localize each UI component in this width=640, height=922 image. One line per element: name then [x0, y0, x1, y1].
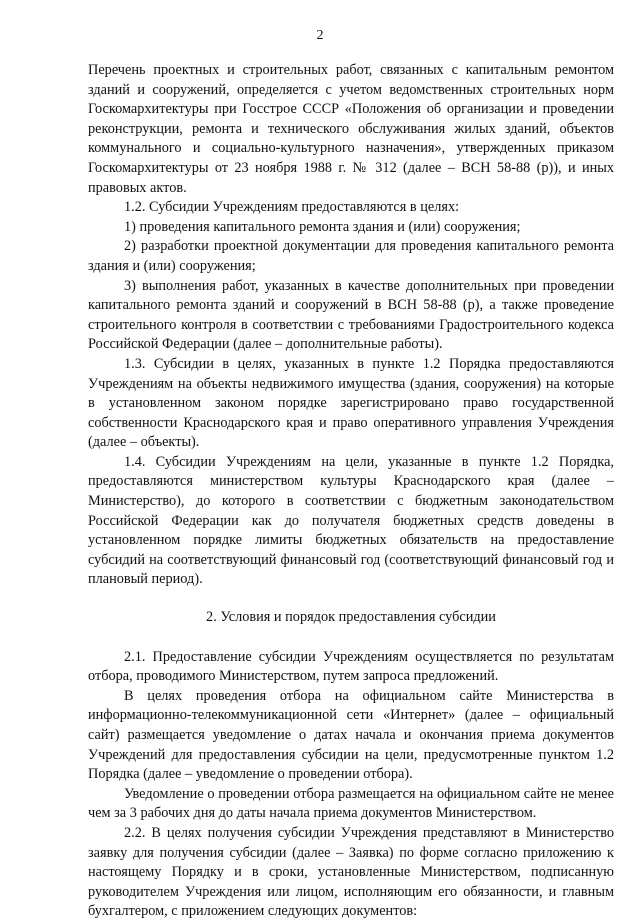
paragraph-2-1: 2.1. Предоставление субсидии Учреждениям осуществляется по результатам отбора, проводимого Министерством, путем запроса предложений.: [88, 648, 614, 685]
paragraph-capital-repair-list: Перечень проектных и строительных работ, связанных с капитальным ремонтом зданий и сооружений, определяется с учетом ведомственных строительных норм Госкомархитектуры при Госстрое СССР «Положения об организации и проведении реконструкции, ремонта и технического обслуживания жилых зданий, объектов коммунального и социально-культурного назначения», утвержденных приказом Госкомархитектуры от 23 ноября 1988 г. № 312 (далее – ВСН 58-88 (р)), и иных правовых актов.: [88, 62, 614, 196]
paragraph-notice-deadline: Уведомление о проведении отбора размещается на официальном сайте не менее чем за 3 рабочих дня до даты начала приема документов Министерством.: [88, 785, 614, 822]
list-item-1: 1) проведения капитального ремонта здания и (или) сооружения;: [124, 218, 521, 235]
paragraph-1-4: 1.4. Субсидии Учреждениям на цели, указанные в пункте 1.2 Порядка, предоставляются министерством культуры Краснодарского края (далее – Министерство), до которого в соответствии с бюджетным законодательством Российской Федерации как до получателя бюджетных средств доведены в установленном порядке лимиты бюджетных обязательств на предоставление субсидий на соответствующий финансовый год (соответствующий финансовый год и плановый период).: [88, 453, 614, 588]
list-item-2: 2) разработки проектной документации для проведения капитального ремонта здания и (или) сооружения;: [88, 238, 614, 274]
body-text: [88, 61, 614, 922]
list-item-3: 3) выполнения работ, указанных в качестве дополнительных при проведении капитального ремонта зданий и сооружений в ВСН 58-88 (р), а также проведение строительного контроля в соответствии с требованиями Градостроительного кодекса Российской Федерации (далее – дополнительные работы).: [88, 277, 614, 353]
paragraph-2-2: 2.2. В целях получения субсидии Учреждения представляют в Министерство заявку для получения субсидии (далее – Заявка) по форме согласно приложению к настоящему Порядку и в сроки, установленные Министерством, подписанную руководителем Учреждения или лицом, исполняющим его обязанности, и главным бухгалтером, с приложением следующих документов:: [88, 824, 614, 920]
paragraph-1-3: 1.3. Субсидии в целях, указанных в пункте 1.2 Порядка предоставляются Учреждениям на объекты недвижимого имущества (здания, сооружения) на которые в установленном законом порядке зарегистрировано право государственной собственности Краснодарского края и право оперативного управления Учреждения (далее – объекты).: [88, 355, 614, 451]
paragraph-selection-notice: В целях проведения отбора на официальном сайте Министерства в информационно-телекоммуникационной сети «Интернет» (далее – официальный сайт) размещается уведомление о датах начала и окончания приема документов Учреждений для предоставления субсидии на цели, предусмотренные пунктом 1.2 Порядка (далее – уведомление о проведении отбора).: [88, 687, 614, 783]
section-heading: 2. Условия и порядок предоставления субсидии: [206, 609, 496, 626]
page-number: 2: [316, 28, 324, 43]
paragraph-1-2: 1.2. Субсидии Учреждениям предоставляются в целях:: [124, 199, 460, 216]
